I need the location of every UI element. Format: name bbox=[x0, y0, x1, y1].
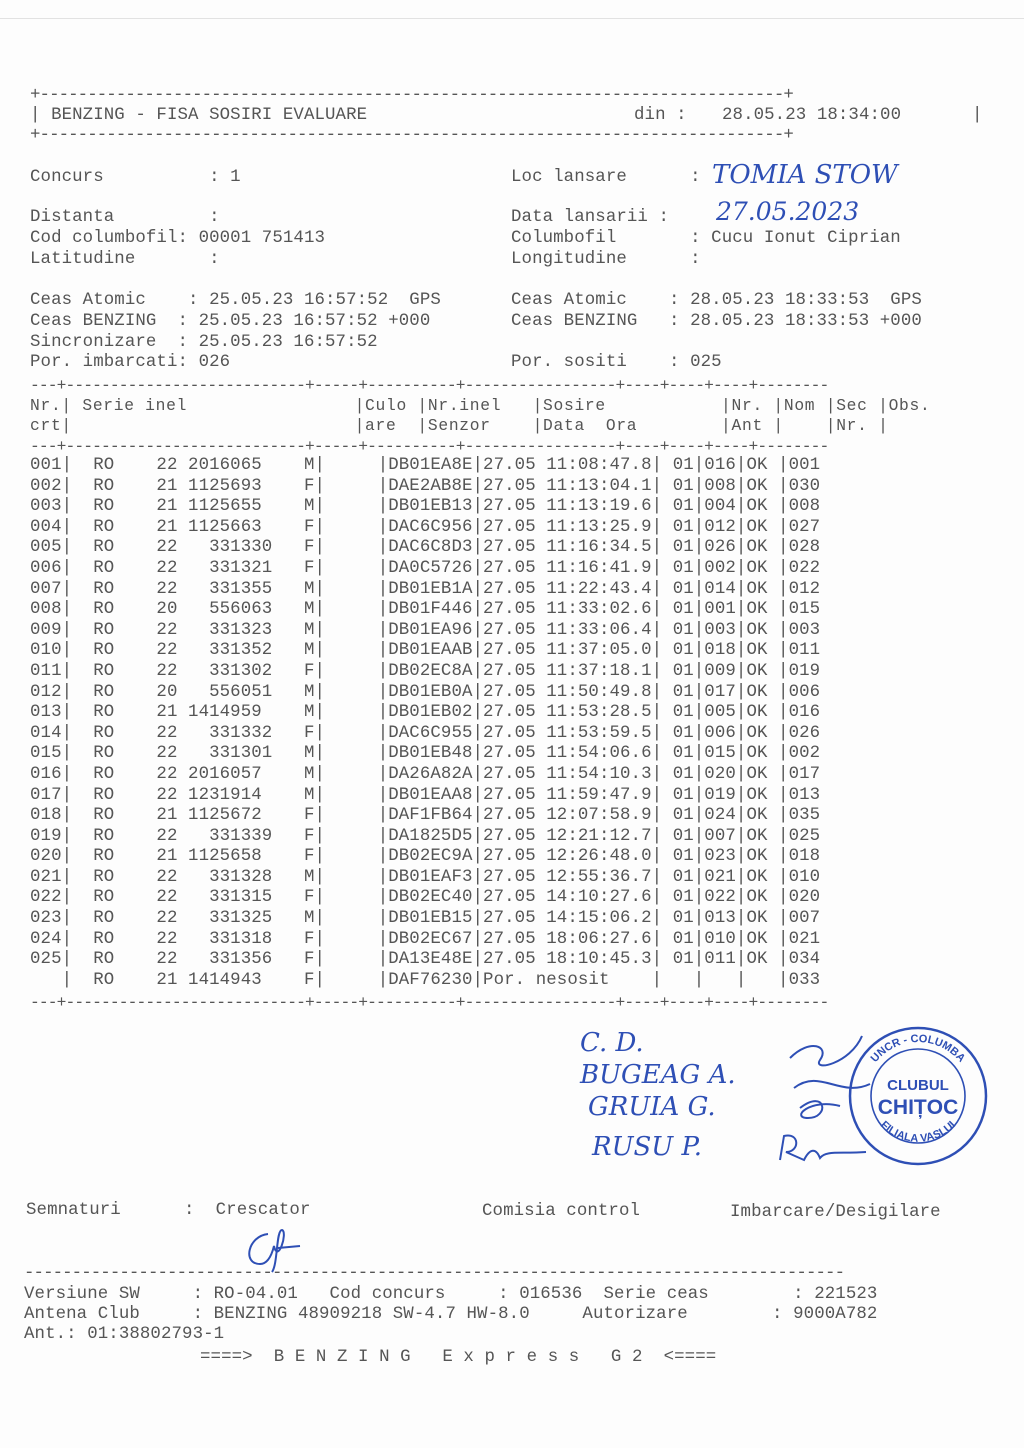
longitudine-field: Longitudine : bbox=[511, 250, 701, 269]
document-title: | BENZING - FISA SOSIRI EVALUARE bbox=[30, 106, 368, 125]
handwritten-name-rusu: RUSU P. bbox=[592, 1132, 702, 1162]
table-row: 011| RO 22 331302 F| |DB02EC8A|27.05 11:37:18.1| 01|009|OK |019 bbox=[30, 661, 821, 681]
handwritten-name-gruia: GRUIA G. bbox=[588, 1092, 716, 1122]
cod-columbofil-field: Cod columbofil: 00001 751413 bbox=[30, 229, 326, 248]
header-right-bar: | bbox=[972, 106, 983, 125]
table-row: 022| RO 22 331315 F| |DB02EC40|27.05 14:10:27.6| 01|022|OK |020 bbox=[30, 888, 821, 908]
benzing-express-banner: ====> B E N Z I N G E x p r e s s G 2 <==== bbox=[200, 1348, 717, 1367]
date-value: 28.05.23 18:34:00 bbox=[722, 106, 902, 125]
table-row: 016| RO 22 2016057 M| |DA26A82A|27.05 11:54:10.3| 01|020|OK |017 bbox=[30, 764, 821, 784]
table-row: 015| RO 22 331301 M| |DB01EB48|27.05 11:54:06.6| 01|015|OK |002 bbox=[30, 744, 821, 764]
table-row: 017| RO 22 1231914 M| |DB01EAA8|27.05 11:59:47.9| 01|019|OK |013 bbox=[30, 785, 821, 805]
table-row: 021| RO 22 331328 M| |DB01EAF3|27.05 12:55:36.7| 01|021|OK |010 bbox=[30, 867, 821, 887]
table-separator-head: ---+---------------------------+-----+----------+-----------------+----+----+----+-------- bbox=[30, 437, 829, 456]
stamp-bottom-text: FILIALA VASLUI bbox=[878, 1118, 958, 1145]
table-row: 013| RO 21 1414959 M| |DB01EB02|27.05 11:53:28.5| 01|005|OK |016 bbox=[30, 703, 821, 723]
table-separator-bottom: ---+---------------------------+-----+----------+-----------------+----+----+----+-------- bbox=[30, 993, 829, 1012]
ceas-benzing-start: Ceas BENZING : 25.05.23 16:57:52 +000 bbox=[30, 312, 431, 331]
distanta-field: Distanta : bbox=[30, 208, 220, 227]
table-row: 023| RO 22 331325 M| |DB01EB15|27.05 14:15:06.2| 01|013|OK |007 bbox=[30, 909, 821, 929]
porumbei-imbarcati: Por. imbarcati: 026 bbox=[30, 353, 231, 372]
header-dash-bottom: +------------------------------------------------------------------------------+ bbox=[30, 126, 793, 145]
stamp-line-clubul: CLUBUL bbox=[887, 1077, 949, 1094]
footer-separator: -------------------------------------------------------------------------------------- bbox=[24, 1264, 845, 1283]
semnaturi-crescator: Semnaturi : Crescator bbox=[26, 1201, 311, 1220]
loc-lansare-handwritten: TOMIA STOW bbox=[712, 160, 898, 190]
table-row: 003| RO 21 1125655 M| |DB01EB13|27.05 11:13:19.6| 01|004|OK |008 bbox=[30, 497, 821, 517]
antena-id: Ant.: 01:38802793-1 bbox=[24, 1325, 225, 1344]
table-row: 012| RO 20 556051 M| |DB01EB0A|27.05 11:50:49.8| 01|017|OK |006 bbox=[30, 682, 821, 702]
table-row: 006| RO 22 331321 F| |DA0C5726|27.05 11:16:41.9| 01|002|OK |022 bbox=[30, 558, 821, 578]
date-label: din : bbox=[634, 106, 687, 125]
comisia-control: Comisia control bbox=[482, 1202, 641, 1221]
latitudine-field: Latitudine : bbox=[30, 250, 220, 269]
table-row: | RO 21 1414943 F| |DAF76230|Por. nesosit | | | |033 bbox=[30, 970, 821, 990]
arrivals-table-body bbox=[30, 456, 820, 991]
club-stamp bbox=[846, 1024, 990, 1168]
table-row: 024| RO 22 331318 F| |DB02EC67|27.05 18:06:27.6| 01|010|OK |021 bbox=[30, 929, 821, 949]
table-row: 010| RO 22 331352 M| |DB01EAAB|27.05 11:37:05.0| 01|018|OK |011 bbox=[30, 641, 821, 661]
versiune-sw: Versiune SW : RO-04.01 Cod concurs : 016536 Serie ceas : 221523 bbox=[24, 1285, 878, 1304]
stamp-line-chitoc: CHIȚOC bbox=[877, 1096, 959, 1119]
table-row: 007| RO 22 331355 M| |DB01EB1A|27.05 11:22:43.4| 01|014|OK |012 bbox=[30, 579, 821, 599]
table-row: 019| RO 22 331339 F| |DA1825D5|27.05 12:21:12.7| 01|007|OK |025 bbox=[30, 826, 821, 846]
handwritten-name-bugeag: BUGEAG A. bbox=[580, 1060, 736, 1090]
table-row: 005| RO 22 331330 F| |DAC6C8D3|27.05 11:16:34.5| 01|026|OK |028 bbox=[30, 538, 821, 558]
handwritten-cd: C. D. bbox=[580, 1028, 644, 1058]
data-lansarii-handwritten: 27.05.2023 bbox=[716, 197, 860, 226]
ceas-atomic-end: Ceas Atomic : 28.05.23 18:33:53 GPS bbox=[511, 291, 922, 310]
columbofil-field: Columbofil : Cucu Ionut Ciprian bbox=[511, 229, 901, 248]
ceas-benzing-end: Ceas BENZING : 28.05.23 18:33:53 +000 bbox=[511, 312, 922, 331]
table-row: 004| RO 21 1125663 F| |DAC6C956|27.05 11:13:25.9| 01|012|OK |027 bbox=[30, 517, 821, 537]
table-row: 009| RO 22 331323 M| |DB01EA96|27.05 11:33:06.4| 01|003|OK |003 bbox=[30, 620, 821, 640]
concurs-field: Concurs : 1 bbox=[30, 168, 241, 187]
table-header-row-2: crt| |are |Senzor |Data Ora |Ant | |Nr. | bbox=[30, 416, 889, 435]
table-row: 008| RO 20 556063 M| |DB01F446|27.05 11:33:02.6| 01|001|OK |015 bbox=[30, 600, 821, 620]
porumbei-sositi: Por. sositi : 025 bbox=[511, 353, 722, 372]
sincronizare-field: Sincronizare : 25.05.23 16:57:52 bbox=[30, 333, 378, 352]
table-separator-top: ---+---------------------------+-----+----------+-----------------+----+----+----+-------- bbox=[30, 376, 829, 395]
table-row: 001| RO 22 2016065 M| |DB01EA8E|27.05 11:08:47.8| 01|016|OK |001 bbox=[30, 456, 821, 475]
ceas-atomic-start: Ceas Atomic : 25.05.23 16:57:52 GPS bbox=[30, 291, 441, 310]
table-row: 002| RO 21 1125693 F| |DAE2AB8E|27.05 11:13:04.1| 01|008|OK |030 bbox=[30, 476, 821, 496]
table-row: 020| RO 21 1125658 F| |DB02EC9A|27.05 12:26:48.0| 01|023|OK |018 bbox=[30, 847, 821, 867]
imbarcare-desigilare: Imbarcare/Desigilare bbox=[730, 1203, 941, 1222]
page-top-border bbox=[0, 18, 1024, 19]
table-row: 014| RO 22 331332 F| |DAC6C955|27.05 11:53:59.5| 01|006|OK |026 bbox=[30, 723, 821, 743]
stamp-top-text: UNCR - COLUMBA bbox=[868, 1032, 968, 1065]
header-dash-top: +------------------------------------------------------------------------------+ bbox=[30, 86, 793, 105]
table-header-row-1: Nr.| Serie inel |Culo |Nr.inel |Sosire |Nr. |Nom |Sec |Obs. bbox=[30, 396, 931, 415]
data-lansarii-label: Data lansarii : bbox=[511, 208, 670, 227]
table-row: 025| RO 22 331356 F| |DA13E48E|27.05 18:10:45.3| 01|011|OK |034 bbox=[30, 950, 821, 970]
table-row: 018| RO 21 1125672 F| |DAF1FB64|27.05 12:07:58.9| 01|024|OK |035 bbox=[30, 806, 821, 826]
antena-club: Antena Club : BENZING 48909218 SW-4.7 HW-8.0 Autorizare : 9000A782 bbox=[24, 1305, 878, 1324]
loc-lansare-label: Loc lansare : bbox=[511, 168, 701, 187]
